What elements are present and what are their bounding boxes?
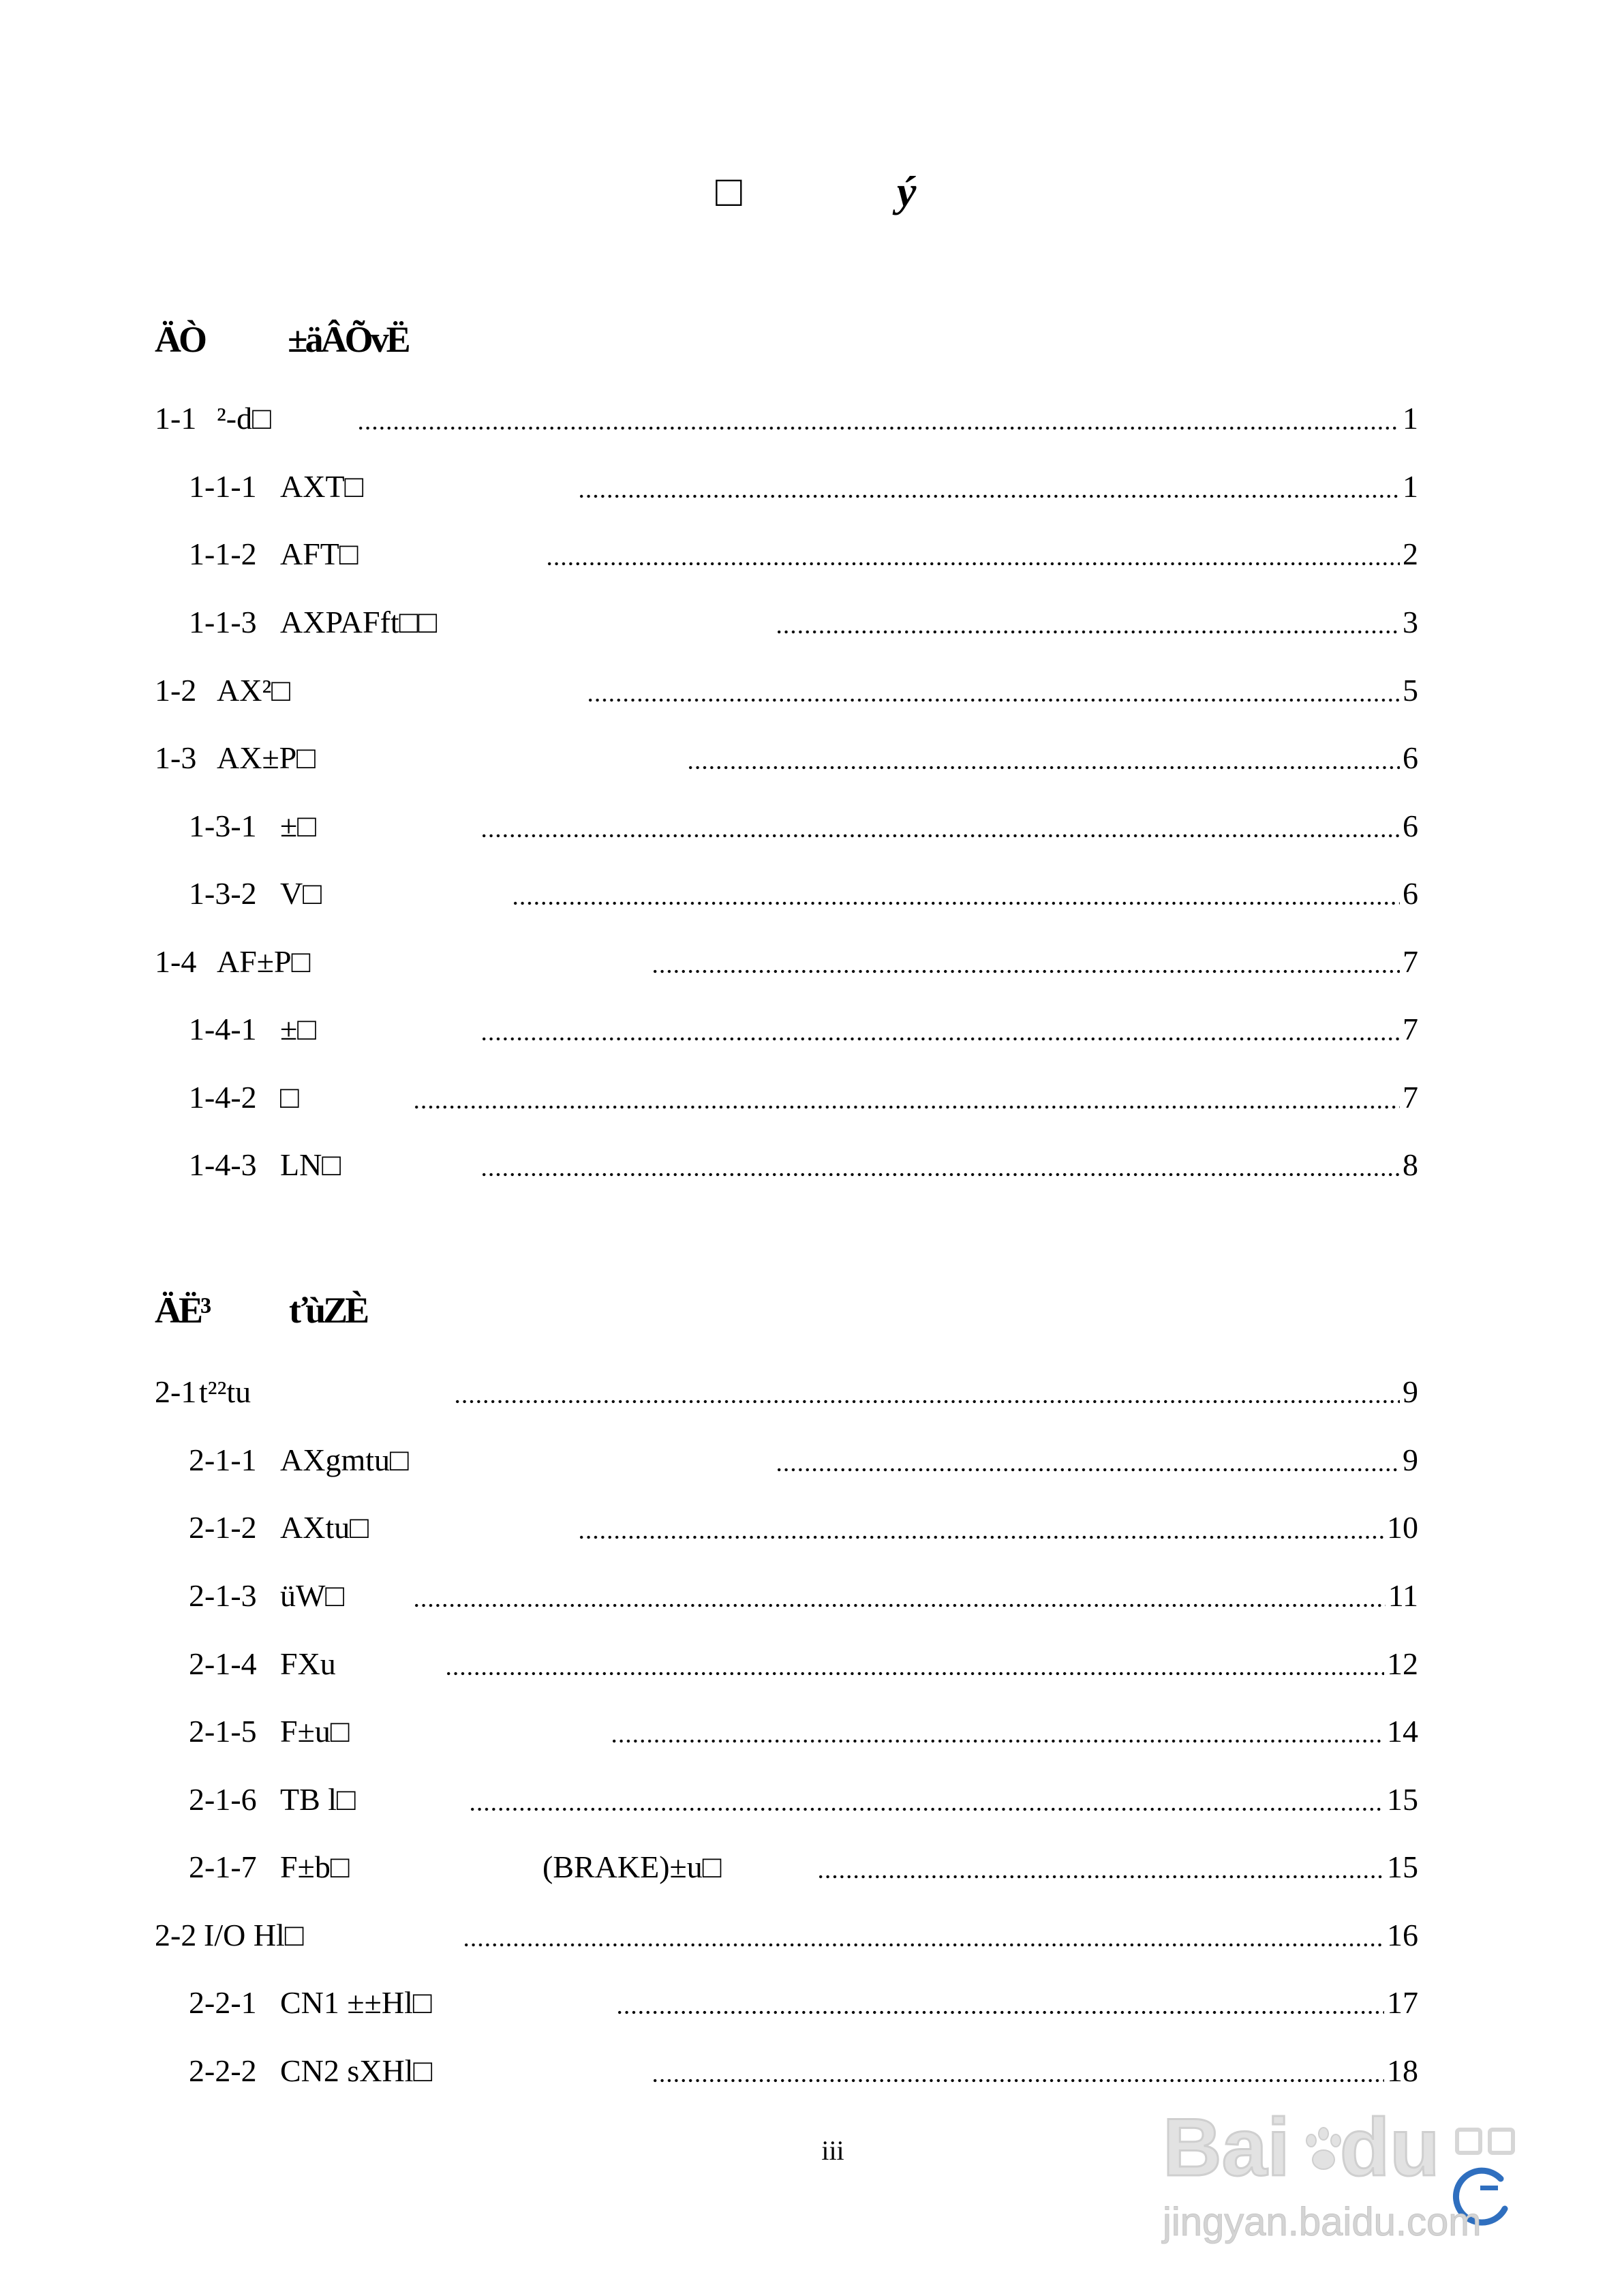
dot-leader xyxy=(817,1847,1384,1888)
toc-entry-1-4-3[interactable] xyxy=(0,1145,1622,1185)
dot-leader xyxy=(776,1440,1400,1481)
toc-entry-page: 15 xyxy=(1387,1782,1418,1817)
dot-leader xyxy=(587,670,1400,711)
toc-entry-title: AX±P□ xyxy=(217,740,316,775)
dot-leader xyxy=(611,1711,1384,1752)
toc-entry-1-4-1[interactable] xyxy=(0,1009,1622,1050)
toc-entry-leader xyxy=(357,398,1418,439)
toc-entry-2-2-1[interactable] xyxy=(0,1982,1622,2023)
watermark-brand-right: du xyxy=(1340,2102,1440,2193)
toc-entry-page: 18 xyxy=(1387,2053,1418,2088)
toc-entry-1-1-2[interactable] xyxy=(0,534,1622,575)
toc-entry-title: ²-d□ xyxy=(217,401,271,436)
toc-entry-title: V□ xyxy=(280,876,322,911)
dot-leader xyxy=(413,1575,1386,1616)
toc-entry-2-1-6[interactable] xyxy=(0,1779,1622,1820)
toc-entry-title: □ xyxy=(280,1080,299,1115)
dot-leader xyxy=(578,1507,1384,1548)
toc-entry-number: 2-2-1 xyxy=(189,1985,257,2020)
chapter-1-heading-title: ±äÂÕvË xyxy=(288,319,408,360)
dot-leader xyxy=(776,602,1400,643)
toc-entry-page: 3 xyxy=(1403,605,1418,639)
chapter-1-heading xyxy=(0,319,1622,360)
toc-entry-page: 7 xyxy=(1403,1080,1418,1115)
toc-entry-number: 1-4-3 xyxy=(189,1147,257,1182)
toc-entry-leader xyxy=(546,534,1418,575)
toc-entry-number: 1-4 xyxy=(155,944,197,979)
toc-entry-page: 5 xyxy=(1403,673,1418,708)
toc-entry-page: 1 xyxy=(1403,469,1418,504)
chapter-2-heading-number: ÄË³ xyxy=(155,1290,209,1331)
toc-entry-leader xyxy=(616,1982,1418,2023)
toc-entry-1-4-2[interactable] xyxy=(0,1077,1622,1118)
toc-entry-leader xyxy=(445,1644,1418,1685)
toc-entry-page: 6 xyxy=(1403,876,1418,911)
toc-entry-title: t²²tu xyxy=(199,1374,251,1409)
toc-entry-number: 1-1-1 xyxy=(189,469,257,504)
toc-entry-2-1-7[interactable] xyxy=(0,1847,1622,1888)
toc-entry-page: 9 xyxy=(1403,1374,1418,1409)
toc-entry-1-4[interactable] xyxy=(0,941,1622,982)
chapter-2-heading-title: ťùZÈ xyxy=(289,1290,367,1331)
toc-entry-2-1-2[interactable] xyxy=(0,1507,1622,1548)
toc-entry-title: F±u□ xyxy=(280,1714,350,1749)
watermark-brand-left: Bai xyxy=(1163,2102,1290,2193)
toc-entry-page: 16 xyxy=(1387,1918,1418,1952)
toc-entry-title: F±b□ xyxy=(280,1849,350,1884)
toc-entry-leader xyxy=(776,602,1418,643)
toc-entry-leader xyxy=(587,670,1418,711)
toc-entry-1-3-1[interactable] xyxy=(0,806,1622,847)
toc-entry-leader xyxy=(413,1077,1418,1118)
toc-entry-number: 2-2-2 xyxy=(189,2053,257,2088)
toc-entry-2-2-2[interactable] xyxy=(0,2051,1622,2091)
toc-entry-leader xyxy=(578,466,1418,507)
toc-entry-title: AXtu□ xyxy=(280,1510,369,1545)
dot-leader xyxy=(687,738,1400,779)
toc-entry-leader xyxy=(480,1145,1418,1185)
toc-entry-1-1-1[interactable] xyxy=(0,466,1622,507)
toc-entry-1-1-3[interactable] xyxy=(0,602,1622,643)
toc-entry-page: 7 xyxy=(1403,1012,1418,1046)
toc-entry-number: 2-2 xyxy=(155,1918,197,1952)
toc-entry-title: AFT□ xyxy=(280,537,358,571)
toc-entry-title: LN□ xyxy=(280,1147,341,1182)
toc-entry-page: 9 xyxy=(1403,1442,1418,1477)
toc-entry-leader xyxy=(776,1440,1418,1481)
toc-entry-title: AXPAFft□□ xyxy=(280,605,438,639)
toc-entry-number: 1-3-2 xyxy=(189,876,257,911)
toc-entry-title: FXu xyxy=(280,1646,336,1681)
toc-entry-number: 2-1-2 xyxy=(189,1510,257,1545)
toc-entry-2-1-1[interactable] xyxy=(0,1440,1622,1481)
toc-entry-2-1-3[interactable] xyxy=(0,1575,1622,1616)
dot-leader xyxy=(546,534,1400,575)
toc-entry-page: 8 xyxy=(1403,1147,1418,1182)
toc-entry-title: AXT□ xyxy=(280,469,364,504)
toc-entry-leader xyxy=(512,873,1418,914)
toc-entry-title: ±□ xyxy=(280,1012,317,1046)
chapter-1-heading-number: ÄÒ xyxy=(155,319,204,360)
page-title-left: □ xyxy=(716,167,742,215)
toc-entry-leader xyxy=(480,806,1418,847)
toc-entry-number: 2-1-1 xyxy=(189,1442,257,1477)
toc-entry-page: 15 xyxy=(1387,1849,1418,1884)
toc-entry-title: I/O Hl□ xyxy=(204,1918,304,1952)
toc-entry-2-1-4[interactable] xyxy=(0,1644,1622,1685)
toc-entry-leader xyxy=(652,2051,1418,2091)
toc-entry-leader xyxy=(687,738,1418,779)
dot-leader xyxy=(578,466,1400,507)
toc-entry-1-2[interactable] xyxy=(0,670,1622,711)
toc-entry-page: 1 xyxy=(1403,401,1418,436)
dot-leader xyxy=(480,1009,1400,1050)
toc-entry-2-1[interactable] xyxy=(0,1372,1622,1413)
dot-leader xyxy=(512,873,1400,914)
toc-entry-number: 1-4-2 xyxy=(189,1080,257,1115)
toc-entry-leader xyxy=(469,1779,1418,1820)
toc-entry-2-1-5[interactable] xyxy=(0,1711,1622,1752)
toc-entry-page: 17 xyxy=(1387,1985,1418,2020)
toc-entry-title: AX²□ xyxy=(217,673,291,708)
dot-leader xyxy=(480,806,1400,847)
toc-entry-title: AF±P□ xyxy=(217,944,311,979)
toc-entry-page: 14 xyxy=(1387,1714,1418,1749)
chapter-2-heading xyxy=(0,1290,1622,1331)
toc-entry-leader xyxy=(817,1847,1418,1888)
dot-leader xyxy=(469,1779,1384,1820)
toc-entry-page: 6 xyxy=(1403,740,1418,775)
toc-entry-title: CN1 ±±Hl□ xyxy=(280,1985,432,2020)
toc-entry-page: 12 xyxy=(1387,1646,1418,1681)
toc-entry-leader xyxy=(463,1915,1418,1956)
paw-icon xyxy=(1303,2126,1344,2173)
toc-entry-title: AXgmtu□ xyxy=(280,1442,409,1477)
toc-entry-leader xyxy=(454,1372,1418,1413)
toc-entry-number: 2-1-3 xyxy=(189,1578,257,1613)
toc-entry-number: 2-1 xyxy=(155,1374,197,1409)
toc-entry-leader xyxy=(578,1507,1418,1548)
dot-leader xyxy=(616,1982,1384,2023)
toc-entry-page: 7 xyxy=(1403,944,1418,979)
page-title-right: ý xyxy=(897,167,917,215)
toc-entry-title: üW□ xyxy=(280,1578,345,1613)
toc-entry-number: 2-1-5 xyxy=(189,1714,257,1749)
toc-entry-number: 1-1-2 xyxy=(189,537,257,571)
dot-leader xyxy=(463,1915,1384,1956)
toc-entry-title: ±□ xyxy=(280,809,317,843)
toc-entry-1-1[interactable] xyxy=(0,398,1622,439)
dot-leader xyxy=(445,1644,1384,1685)
toc-entry-title: TB l□ xyxy=(280,1782,356,1817)
dot-leader xyxy=(652,941,1400,982)
toc-entry-number: 2-1-6 xyxy=(189,1782,257,1817)
toc-entry-number: 1-4-1 xyxy=(189,1012,257,1046)
toc-entry-1-3[interactable] xyxy=(0,738,1622,779)
dot-leader xyxy=(413,1077,1400,1118)
toc-entry-leader xyxy=(480,1009,1418,1050)
toc-entry-title-extra: (BRAKE)±u□ xyxy=(542,1849,722,1884)
dot-leader xyxy=(480,1145,1400,1185)
toc-entry-number: 1-2 xyxy=(155,673,197,708)
toc-entry-2-2[interactable] xyxy=(0,1915,1622,1956)
footer-page-number: iii xyxy=(821,2135,844,2166)
toc-entry-page: 11 xyxy=(1388,1578,1418,1613)
toc-entry-page: 2 xyxy=(1403,537,1418,571)
watermark-url: jingyan.baidu.com xyxy=(1163,2200,1482,2244)
dot-leader xyxy=(357,398,1400,439)
toc-entry-1-3-2[interactable] xyxy=(0,873,1622,914)
dot-leader xyxy=(652,2051,1384,2091)
toc-entry-number: 1-3 xyxy=(155,740,197,775)
toc-entry-leader xyxy=(652,941,1418,982)
toc-entry-number: 2-1-4 xyxy=(189,1646,257,1681)
toc-entry-page: 10 xyxy=(1387,1510,1418,1545)
toc-entry-number: 1-1 xyxy=(155,401,197,436)
toc-entry-number: 2-1-7 xyxy=(189,1849,257,1884)
toc-entry-number: 1-3-1 xyxy=(189,809,257,843)
dot-leader xyxy=(454,1372,1400,1413)
toc-entry-title: CN2 sXHl□ xyxy=(280,2053,433,2088)
toc-entry-page: 6 xyxy=(1403,809,1418,843)
toc-entry-number: 1-1-3 xyxy=(189,605,257,639)
toc-entry-leader xyxy=(413,1575,1418,1616)
toc-entry-leader xyxy=(611,1711,1418,1752)
